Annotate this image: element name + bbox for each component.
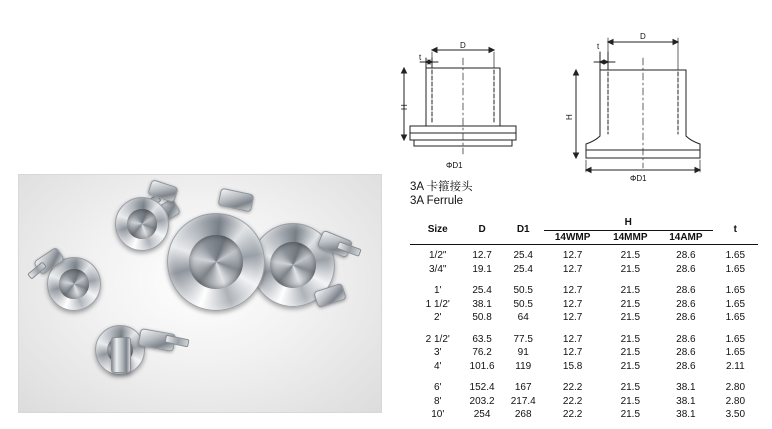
- cell-t: 1.65: [725, 285, 746, 296]
- cell-h-14amp: 28.6: [676, 312, 696, 323]
- cell-h-14mmp: 21.5: [620, 263, 641, 275]
- drawing-label-d1-right: ΦD1: [630, 174, 647, 183]
- cell-t: 1.65: [725, 250, 746, 261]
- column-header-d: D: [478, 224, 486, 236]
- cell-d1: 25.4: [513, 250, 533, 261]
- table-row: [410, 311, 758, 329]
- cell-size: 1 1/2': [425, 298, 450, 310]
- column-header-d1: D1: [516, 224, 530, 236]
- cell-h-14amp: 38.1: [676, 409, 696, 420]
- cell-size: 3/4": [429, 263, 447, 275]
- cell-h-14wmp: 22.2: [562, 409, 583, 420]
- cell-size: 2': [433, 312, 442, 323]
- drawing-label-h-left: H: [400, 104, 409, 110]
- cell-t: 2.80: [725, 395, 746, 407]
- title-block: [410, 180, 750, 208]
- clamp-ear: [218, 188, 255, 213]
- cell-size: 8': [433, 395, 442, 407]
- cell-d1: 77.5: [513, 333, 533, 345]
- product-photo: [18, 174, 382, 413]
- cell-h-14amp: 28.6: [676, 285, 696, 296]
- title-english: 3A Ferrule: [410, 195, 464, 207]
- cell-h-14mmp: 21.5: [620, 360, 641, 372]
- cell-h-14amp: 28.6: [676, 298, 696, 310]
- cell-size: 6': [433, 382, 442, 393]
- table-row: [410, 298, 758, 312]
- cell-h-14wmp: 12.7: [562, 312, 583, 323]
- cell-size: 4': [433, 360, 442, 372]
- cell-h-14wmp: 12.7: [562, 298, 583, 310]
- cell-d1: 268: [514, 409, 532, 420]
- cell-h-14mmp: 21.5: [620, 395, 641, 407]
- cell-d: 76.2: [472, 347, 492, 358]
- cell-h-14amp: 28.6: [676, 347, 696, 358]
- table-row: [410, 280, 758, 298]
- cell-d: 25.4: [472, 285, 492, 296]
- cell-size: 1/2": [429, 250, 447, 261]
- column-header-h-14amp: 14AMP: [669, 231, 703, 243]
- cell-h-14mmp: 21.5: [620, 250, 641, 261]
- cell-t: 2.80: [725, 382, 746, 393]
- cell-d: 19.1: [472, 263, 492, 275]
- table-row: [410, 263, 758, 281]
- table-row: [410, 346, 758, 360]
- cell-h-14wmp: 12.7: [562, 250, 583, 261]
- drawing-label-d-left: D: [460, 41, 466, 50]
- cell-h-14mmp: 21.5: [620, 382, 641, 393]
- cell-h-14mmp: 21.5: [620, 285, 641, 296]
- cell-d: 254: [473, 409, 491, 420]
- ferrule-tube: [111, 337, 131, 373]
- cell-size: 10': [431, 409, 445, 420]
- cell-t: 1.65: [725, 263, 746, 275]
- spec-table-head: [410, 216, 758, 245]
- cell-d: 12.7: [472, 250, 492, 261]
- cell-h-14amp: 38.1: [676, 395, 696, 407]
- cell-size: 2 1/2': [425, 333, 450, 345]
- cell-d: 152.4: [469, 382, 495, 393]
- cell-h-14mmp: 21.5: [620, 333, 641, 345]
- spec-table-body: [410, 245, 758, 422]
- cell-size: 3': [433, 347, 442, 358]
- cell-h-14mmp: 21.5: [620, 409, 641, 420]
- cell-h-14amp: 38.1: [676, 382, 696, 393]
- cell-h-14wmp: 22.2: [562, 382, 583, 393]
- cell-d: 38.1: [472, 298, 492, 310]
- cell-d: 101.6: [469, 360, 495, 372]
- drawing-label-d-right: D: [640, 32, 646, 41]
- cell-d1: 91: [517, 347, 529, 358]
- cell-h-14amp: 28.6: [676, 263, 696, 275]
- column-header-h-14mmp: 14MMP: [613, 231, 648, 243]
- cell-d1: 119: [515, 360, 532, 372]
- cell-d1: 167: [514, 382, 532, 393]
- cell-h-14mmp: 21.5: [620, 347, 641, 358]
- table-row: [410, 245, 758, 263]
- ferrule-medium-top: [115, 197, 169, 251]
- title-chinese: 3A 卡箍接头: [410, 181, 473, 193]
- cell-h-14wmp: 12.7: [562, 347, 583, 358]
- cell-t: 3.50: [725, 409, 746, 420]
- cell-t: 1.65: [725, 347, 746, 358]
- cell-h-14mmp: 21.5: [620, 298, 641, 310]
- cell-h-14wmp: 12.7: [562, 333, 583, 345]
- cell-t: 1.65: [725, 333, 746, 345]
- column-header-t: t: [733, 224, 737, 236]
- table-row: [410, 395, 758, 409]
- spec-table-head-row-top: [410, 216, 758, 230]
- cell-d: 63.5: [472, 333, 492, 345]
- technical-drawing: [400, 18, 760, 183]
- table-row: [410, 329, 758, 347]
- cell-h-14mmp: 21.5: [620, 312, 641, 323]
- cell-d1: 50.5: [513, 285, 533, 296]
- cell-h-14wmp: 12.7: [562, 263, 583, 275]
- drawing-label-t-left: t: [419, 53, 422, 62]
- drawing-label-t-right: t: [597, 42, 600, 51]
- ferrule-large-center: [167, 213, 265, 311]
- cell-h-14amp: 28.6: [676, 360, 696, 372]
- cell-t: 1.65: [725, 312, 746, 323]
- cell-h-14wmp: 22.2: [562, 395, 583, 407]
- cell-d: 203.2: [469, 395, 495, 407]
- cell-h-14amp: 28.6: [676, 333, 696, 345]
- cell-h-14wmp: 12.7: [562, 285, 583, 296]
- cell-d1: 64: [517, 312, 529, 323]
- cell-size: 1': [433, 285, 442, 296]
- cell-t: 1.65: [725, 298, 746, 310]
- cell-d1: 25.4: [513, 263, 533, 275]
- cell-d1: 217.4: [510, 395, 536, 407]
- table-row: [410, 408, 758, 422]
- cell-h-14wmp: 15.8: [562, 360, 583, 372]
- column-header-size: Size: [427, 224, 448, 236]
- cell-h-14amp: 28.6: [676, 250, 696, 261]
- table-row: [410, 377, 758, 395]
- cell-t: 2.11: [725, 360, 745, 372]
- drawing-label-h-right: H: [565, 114, 574, 120]
- column-header-h-14wmp: 14WMP: [554, 231, 591, 243]
- table-row: [410, 360, 758, 378]
- spec-table: [410, 216, 758, 422]
- column-header-h: H: [544, 216, 713, 230]
- cell-d1: 50.5: [513, 298, 533, 310]
- cell-d: 50.8: [472, 312, 492, 323]
- drawing-label-d1-left: ΦD1: [446, 161, 463, 170]
